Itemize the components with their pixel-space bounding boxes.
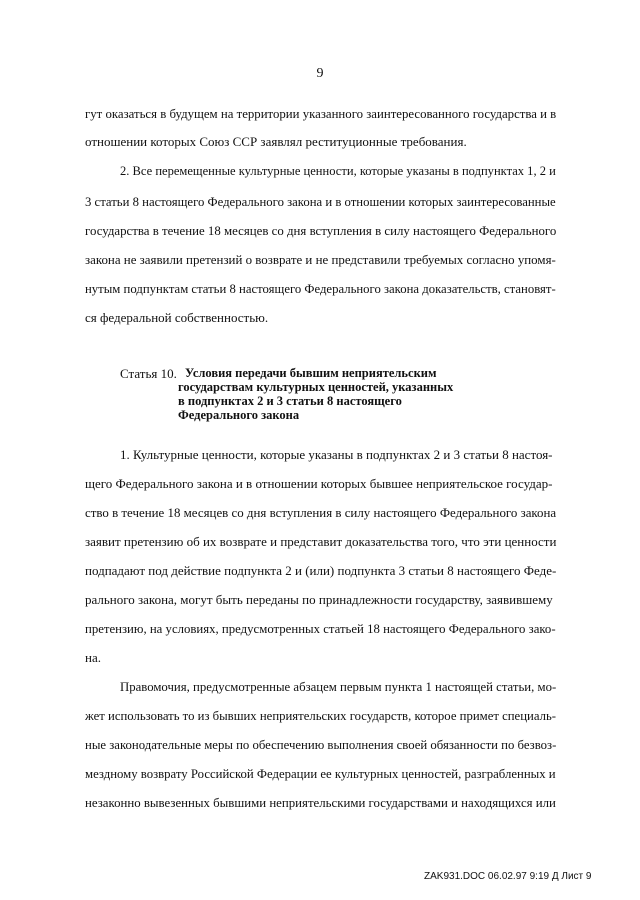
text-line: ные законодательные меры по обеспечению выполнения своей обязанности по безвоз- [85,737,557,752]
article-title-line: Условия передачи бывшим неприятельским [185,366,437,380]
text-line: жет использовать то из бывших неприятельских государств, которое примет специаль- [85,708,556,723]
article-title-line: Федерального закона [178,408,300,422]
article-label: Статья 10. [120,366,177,381]
text-line: ся федеральной собственностью. [85,310,269,325]
text-line: ство в течение 18 месяцев со дня вступления в силу настоящего Федерального закона [85,505,557,520]
text-line: подпадают под действие подпункта 2 и (или) подпункта 3 статьи 8 настоящего Феде- [85,563,557,578]
text-line: нутым подпунктам статьи 8 настоящего Федерального закона доказательств, становят- [85,281,556,296]
article-title-line: государствам культурных ценностей, указанных [178,380,454,394]
text-line: заявит претензию об их возврате и представит доказательства того, что эти ценности [85,534,557,549]
article-title-line: в подпунктах 2 и 3 статьи 8 настоящего [178,394,402,408]
text-line: претензию, на условиях, предусмотренных статьей 18 настоящего Федерального зако- [85,621,556,636]
text-line: рального закона, могут быть переданы по принадлежности государству, заявившему [85,592,553,607]
text-line: щего Федерального закона и в отношении которых бывшее неприятельское государ- [85,476,553,491]
text-line: закона не заявили претензий о возврате и не представили требуемых согласно упомя- [85,252,556,267]
page-number: 9 [316,66,324,81]
text-line: на. [85,650,101,665]
text-line: 1. Культурные ценности, которые указаны в подпунктах 2 и 3 статьи 8 настоя- [120,447,553,462]
text-line: незаконно вывезенных бывшими неприятельскими государствами и находящихся или [85,795,556,810]
text-line: отношении которых Союз ССР заявлял реституционные требования. [85,134,467,149]
text-line: Правомочия, предусмотренные абзацем первым пункта 1 настоящей статьи, мо- [120,679,557,694]
text-line: гут оказаться в будущем на территории указанного заинтересованного государства и в [85,106,557,121]
text-line: 3 статьи 8 настоящего Федерального закона и в отношении которых заинтересованные [85,194,556,209]
text-line: 2. Все перемещенные культурные ценности, которые указаны в подпунктах 1, 2 и [120,163,556,178]
text-line: мездному возврату Российской Федерации ее культурных ценностей, разграбленных и [85,766,556,781]
document-footer: ZAK931.DOC 06.02.97 9:19 Д Лист 9 [424,871,592,882]
text-line: государства в течение 18 месяцев со дня вступления в силу настоящего Федерального [85,223,557,238]
